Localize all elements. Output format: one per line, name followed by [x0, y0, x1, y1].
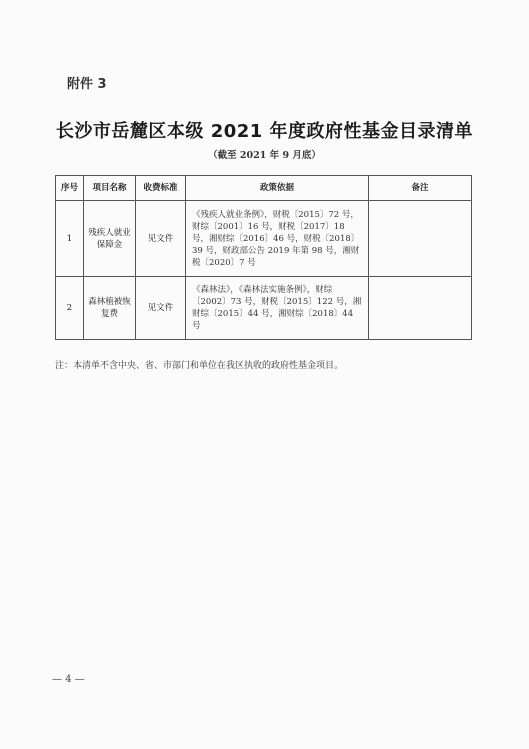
page-title: 长沙市岳麓区本级 2021 年度政府性基金目录清单 — [55, 121, 474, 142]
fund-table — [55, 175, 472, 340]
row-index: 2 — [56, 277, 84, 340]
table-row — [56, 277, 472, 340]
row-name: 残疾人就业保障金 — [84, 201, 136, 277]
row-basis: 《森林法》，《森林法实施条例》，财综〔2002〕73 号，财税〔2015〕122 号，湘财综〔2015〕44 号，湘财综〔2018〕44 号 — [186, 277, 369, 340]
header-basis: 政策依据 — [186, 176, 369, 201]
header-standard: 收费标准 — [136, 176, 186, 201]
footnote: 注：本清单不含中央、省、市部门和单位在我区执收的政府性基金项目。 — [55, 361, 344, 371]
row-basis: 《残疾人就业条例》，财税〔2015〕72 号，财综〔2001〕16 号，财税〔2017〕18 号，湘财综〔2016〕46 号，财税〔2018〕39 号，财政部公告 2019 年第 98 号，湘财税〔2020〕7 号 — [186, 201, 369, 277]
attachment-label: 附件 3 — [67, 77, 107, 92]
page-subtitle: （截至 2021 年 9 月底） — [208, 150, 321, 161]
table-row — [56, 201, 472, 277]
row-standard: 见文件 — [136, 201, 186, 277]
table-header-row — [56, 176, 472, 201]
row-name: 森林植被恢复费 — [84, 277, 136, 340]
header-name: 项目名称 — [84, 176, 136, 201]
row-remark — [369, 201, 472, 277]
row-index: 1 — [56, 201, 84, 277]
row-standard: 见文件 — [136, 277, 186, 340]
header-index: 序号 — [56, 176, 84, 201]
header-remark: 备注 — [369, 176, 472, 201]
page-number: — 4 — — [52, 674, 85, 685]
row-remark — [369, 277, 472, 340]
